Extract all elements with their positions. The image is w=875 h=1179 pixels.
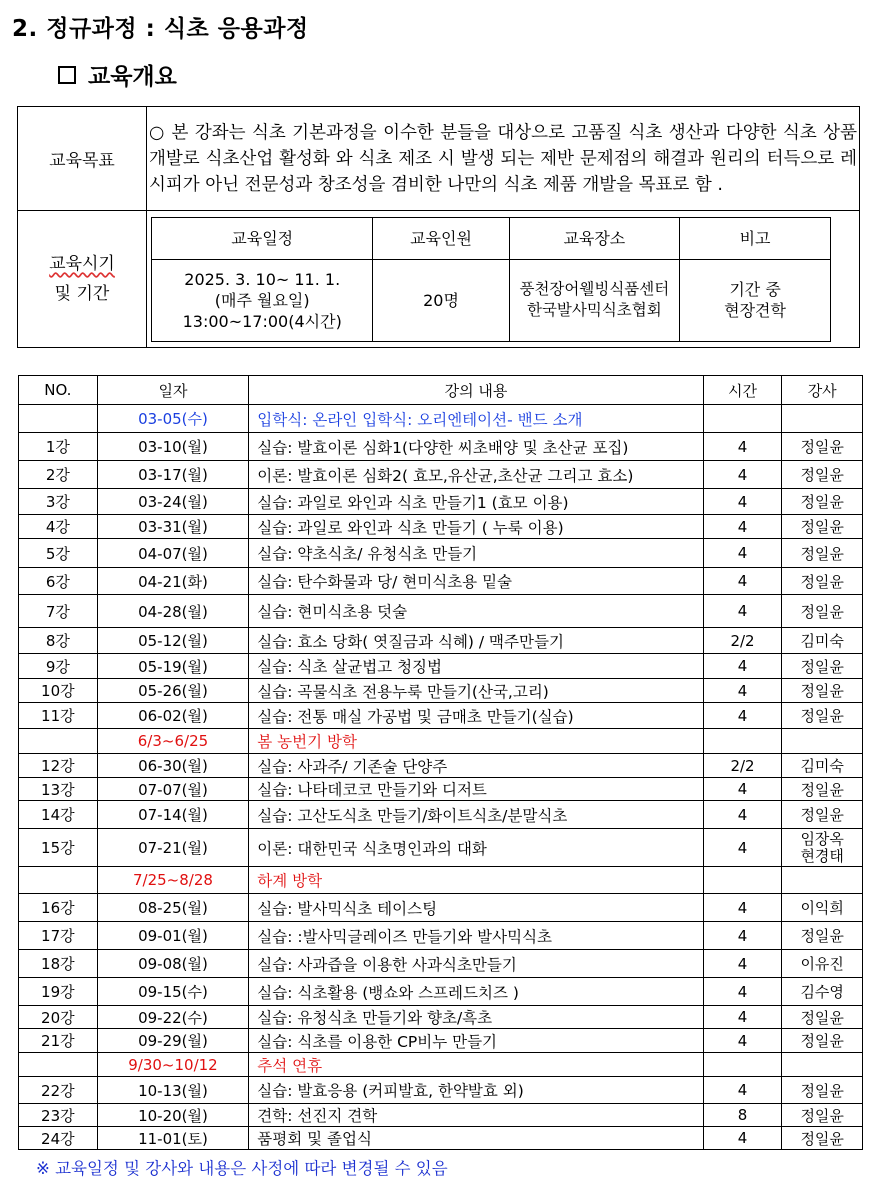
cell-lecturer xyxy=(782,1053,863,1077)
cell-lecturer: 정일윤 xyxy=(782,654,863,679)
table-row xyxy=(19,1104,863,1127)
table-row xyxy=(19,729,863,754)
subtitle-text: 교육개요 xyxy=(88,64,177,90)
cell-hours: 4 xyxy=(703,922,782,950)
cell-no: 4강 xyxy=(19,515,98,539)
table-row xyxy=(19,894,863,922)
cell-no: 6강 xyxy=(19,568,98,595)
cell-lecturer: 임장옥 현경태 xyxy=(782,829,863,867)
cell-no: 11강 xyxy=(19,703,98,729)
inner-schedule xyxy=(152,259,373,341)
cell-lecturer: 정일윤 xyxy=(782,1029,863,1053)
cell-hours: 4 xyxy=(703,703,782,729)
inner-header-note: 비고 xyxy=(680,217,831,259)
cell-lecturer xyxy=(782,867,863,894)
cell-content: 실습: :발사믹글레이즈 만들기와 발사믹식초 xyxy=(249,922,703,950)
table-row xyxy=(19,778,863,801)
cell-hours: 4 xyxy=(703,461,782,489)
period-label xyxy=(18,211,147,348)
cell-content: 실습: 약초식초/ 유청식초 만들기 xyxy=(249,539,703,568)
cell-no: 17강 xyxy=(19,922,98,950)
cell-date: 03-10(월) xyxy=(97,433,249,461)
period-label-line1: 교육시기 xyxy=(49,254,115,274)
inner-header-place: 교육장소 xyxy=(509,217,680,259)
cell-lecturer: 김수영 xyxy=(782,978,863,1006)
cell-lecturer: 정일윤 xyxy=(782,515,863,539)
inner-people: 20명 xyxy=(373,259,509,341)
cell-content: 이론: 발효이론 심화2( 효모,유산균,초산균 그리고 효소) xyxy=(249,461,703,489)
cell-hours: 4 xyxy=(703,801,782,829)
cell-content: 실습: 식초활용 (뱅쇼와 스프레드치즈 ) xyxy=(249,978,703,1006)
cell-hours xyxy=(703,405,782,433)
cell-lecturer: 정일윤 xyxy=(782,922,863,950)
cell-lecturer: 정일윤 xyxy=(782,778,863,801)
table-row xyxy=(19,405,863,433)
table-row xyxy=(19,489,863,515)
cell-lecturer xyxy=(782,729,863,754)
cell-hours: 4 xyxy=(703,1077,782,1104)
cell-content: 실습: 효소 당화( 엿질금과 식혜) / 맥주만들기 xyxy=(249,628,703,654)
section-title: 2. 정규과정 : 식초 응용과정 xyxy=(12,16,309,42)
cell-hours: 4 xyxy=(703,654,782,679)
cell-no xyxy=(19,729,98,754)
cell-date: 05-12(월) xyxy=(97,628,249,654)
schedule-table xyxy=(18,375,863,1150)
cell-lecturer: 정일윤 xyxy=(782,801,863,829)
cell-lecturer: 김미숙 xyxy=(782,754,863,778)
cell-date: 03-17(월) xyxy=(97,461,249,489)
cell-content: 추석 연휴 xyxy=(249,1053,703,1077)
cell-lecturer: 정일윤 xyxy=(782,1104,863,1127)
cell-content: 실습: 탄수화물과 당/ 현미식초용 밑술 xyxy=(249,568,703,595)
cell-hours: 4 xyxy=(703,894,782,922)
cell-date: 08-25(월) xyxy=(97,894,249,922)
table-row xyxy=(19,539,863,568)
cell-hours: 4 xyxy=(703,978,782,1006)
cell-date: 07-21(월) xyxy=(97,829,249,867)
cell-hours: 2/2 xyxy=(703,754,782,778)
cell-hours: 4 xyxy=(703,433,782,461)
table-row xyxy=(19,754,863,778)
note-line: 현장견학 xyxy=(724,301,786,320)
cell-content: 실습: 전통 매실 가공법 및 금매초 만들기(실습) xyxy=(249,703,703,729)
cell-no xyxy=(19,867,98,894)
header-lecturer: 강사 xyxy=(782,376,863,405)
overview-table xyxy=(17,106,860,348)
period-label-line2: 및 기간 xyxy=(54,284,110,304)
cell-no: 21강 xyxy=(19,1029,98,1053)
cell-hours: 4 xyxy=(703,950,782,978)
cell-no: 12강 xyxy=(19,754,98,778)
cell-lecturer: 정일윤 xyxy=(782,489,863,515)
table-row xyxy=(19,1077,863,1104)
note-line: 기간 중 xyxy=(729,280,781,299)
cell-date: 11-01(토) xyxy=(97,1127,249,1150)
cell-lecturer: 정일윤 xyxy=(782,595,863,628)
cell-no: 14강 xyxy=(19,801,98,829)
inner-note xyxy=(680,259,831,341)
cell-date: 07-14(월) xyxy=(97,801,249,829)
cell-date: 04-28(월) xyxy=(97,595,249,628)
cell-hours: 4 xyxy=(703,679,782,703)
cell-date: 03-31(월) xyxy=(97,515,249,539)
cell-date: 05-26(월) xyxy=(97,679,249,703)
cell-content: 실습: 사과주/ 기존술 단양주 xyxy=(249,754,703,778)
table-row xyxy=(19,595,863,628)
cell-no: 8강 xyxy=(19,628,98,654)
cell-no: 16강 xyxy=(19,894,98,922)
cell-content: 이론: 대한민국 식초명인과의 대화 xyxy=(249,829,703,867)
cell-date: 03-05(수) xyxy=(97,405,249,433)
cell-hours xyxy=(703,1053,782,1077)
checkbox-square-icon xyxy=(58,66,76,84)
cell-content: 실습: 과일로 와인과 식초 만들기 ( 누룩 이용) xyxy=(249,515,703,539)
cell-date: 10-13(월) xyxy=(97,1077,249,1104)
cell-content: 실습: 식초를 이용한 CP비누 만들기 xyxy=(249,1029,703,1053)
cell-content: 실습: 발효응용 (커피발효, 한약발효 외) xyxy=(249,1077,703,1104)
cell-content: 봄 농번기 방학 xyxy=(249,729,703,754)
schedule-body xyxy=(19,405,863,1150)
cell-date: 04-07(월) xyxy=(97,539,249,568)
inner-place xyxy=(509,259,680,341)
cell-no xyxy=(19,405,98,433)
cell-no: 23강 xyxy=(19,1104,98,1127)
table-row xyxy=(19,628,863,654)
cell-content: 견학: 선진지 견학 xyxy=(249,1104,703,1127)
cell-content: 하계 방학 xyxy=(249,867,703,894)
cell-lecturer: 정일윤 xyxy=(782,461,863,489)
cell-date: 6/3~6/25 xyxy=(97,729,249,754)
cell-content: 품평회 및 졸업식 xyxy=(249,1127,703,1150)
table-row xyxy=(19,1127,863,1150)
footnote: ※ 교육일정 및 강사와 내용은 사정에 따라 변경될 수 있음 xyxy=(36,1159,448,1178)
table-row xyxy=(19,433,863,461)
cell-lecturer: 정일윤 xyxy=(782,568,863,595)
cell-lecturer: 이익희 xyxy=(782,894,863,922)
table-row xyxy=(19,1029,863,1053)
table-row xyxy=(19,922,863,950)
cell-hours: 4 xyxy=(703,778,782,801)
cell-date: 06-02(월) xyxy=(97,703,249,729)
cell-date: 09-22(수) xyxy=(97,1006,249,1029)
cell-lecturer: 정일윤 xyxy=(782,1127,863,1150)
header-no: NO. xyxy=(19,376,98,405)
table-row xyxy=(19,679,863,703)
table-row xyxy=(19,515,863,539)
cell-content: 실습: 고산도식초 만들기/화이트식초/분말식초 xyxy=(249,801,703,829)
cell-date: 09-08(월) xyxy=(97,950,249,978)
table-row xyxy=(19,654,863,679)
cell-lecturer xyxy=(782,405,863,433)
table-row xyxy=(19,829,863,867)
cell-lecturer: 정일윤 xyxy=(782,679,863,703)
cell-lecturer: 정일윤 xyxy=(782,1077,863,1104)
cell-no: 20강 xyxy=(19,1006,98,1029)
cell-date: 7/25~8/28 xyxy=(97,867,249,894)
cell-content: 실습: 유청식초 만들기와 향초/흑초 xyxy=(249,1006,703,1029)
cell-hours: 4 xyxy=(703,595,782,628)
cell-no: 1강 xyxy=(19,433,98,461)
cell-no xyxy=(19,1053,98,1077)
cell-hours: 4 xyxy=(703,829,782,867)
cell-no: 19강 xyxy=(19,978,98,1006)
subtitle xyxy=(58,58,177,91)
cell-hours: 8 xyxy=(703,1104,782,1127)
cell-lecturer: 정일윤 xyxy=(782,1006,863,1029)
period-cell xyxy=(147,211,860,348)
table-row xyxy=(19,801,863,829)
header-hours: 시간 xyxy=(703,376,782,405)
table-row xyxy=(19,568,863,595)
cell-date: 09-29(월) xyxy=(97,1029,249,1053)
cell-lecturer: 정일윤 xyxy=(782,703,863,729)
cell-no: 7강 xyxy=(19,595,98,628)
inner-header-schedule: 교육일정 xyxy=(152,217,373,259)
place-line: 한국발사믹식초협회 xyxy=(526,301,662,319)
cell-date: 9/30~10/12 xyxy=(97,1053,249,1077)
goal-text: ○ 본 강좌는 식초 기본과정을 이수한 분들을 대상으로 고품질 식초 생산과 다양한 식초 상품 개발로 식초산업 활성화 와 식초 제조 시 발생 되는 제반 문제점의 해결과 원리의 터득으로 레시피가 아닌 전문성과 창조성을 겸비한 나만의 식초 제품 개발을 목표로 함 . xyxy=(147,107,860,211)
cell-no: 22강 xyxy=(19,1077,98,1104)
cell-date: 10-20(월) xyxy=(97,1104,249,1127)
table-row xyxy=(19,867,863,894)
inner-header-people: 교육인원 xyxy=(373,217,509,259)
cell-no: 5강 xyxy=(19,539,98,568)
cell-date: 09-01(월) xyxy=(97,922,249,950)
cell-hours: 2/2 xyxy=(703,628,782,654)
cell-content: 실습: 나타데코코 만들기와 디저트 xyxy=(249,778,703,801)
cell-no: 18강 xyxy=(19,950,98,978)
cell-content: 실습: 현미식초용 덧술 xyxy=(249,595,703,628)
cell-lecturer: 김미숙 xyxy=(782,628,863,654)
cell-date: 04-21(화) xyxy=(97,568,249,595)
cell-hours xyxy=(703,867,782,894)
table-row xyxy=(19,461,863,489)
cell-content: 실습: 발효이론 심화1(다양한 씨초배양 및 초산균 포집) xyxy=(249,433,703,461)
cell-lecturer: 정일윤 xyxy=(782,539,863,568)
cell-content: 입학식: 온라인 입학식: 오리엔테이션- 밴드 소개 xyxy=(249,405,703,433)
table-row xyxy=(19,703,863,729)
table-row xyxy=(19,1006,863,1029)
cell-date: 03-24(월) xyxy=(97,489,249,515)
goal-label: 교육목표 xyxy=(18,107,147,211)
cell-hours: 4 xyxy=(703,539,782,568)
place-line: 풍천장어웰빙식품센터 xyxy=(519,280,670,298)
cell-no: 3강 xyxy=(19,489,98,515)
cell-hours: 4 xyxy=(703,1006,782,1029)
cell-hours: 4 xyxy=(703,489,782,515)
table-row xyxy=(19,978,863,1006)
schedule-line: 13:00~17:00(4시간) xyxy=(182,311,342,331)
cell-date: 09-15(수) xyxy=(97,978,249,1006)
cell-content: 실습: 발사믹식초 테이스팅 xyxy=(249,894,703,922)
cell-date: 07-07(월) xyxy=(97,778,249,801)
cell-no: 13강 xyxy=(19,778,98,801)
cell-no: 10강 xyxy=(19,679,98,703)
cell-content: 실습: 과일로 와인과 식초 만들기1 (효모 이용) xyxy=(249,489,703,515)
cell-no: 2강 xyxy=(19,461,98,489)
cell-content: 실습: 곡물식초 전용누룩 만들기(산국,고리) xyxy=(249,679,703,703)
header-content: 강의 내용 xyxy=(249,376,703,405)
cell-no: 15강 xyxy=(19,829,98,867)
cell-lecturer: 이유진 xyxy=(782,950,863,978)
cell-hours: 4 xyxy=(703,568,782,595)
cell-content: 실습: 식초 살균법고 청징법 xyxy=(249,654,703,679)
cell-hours: 4 xyxy=(703,1029,782,1053)
table-row xyxy=(19,1053,863,1077)
schedule-line: (매주 월요일) xyxy=(214,290,310,310)
cell-hours xyxy=(703,729,782,754)
cell-no: 9강 xyxy=(19,654,98,679)
cell-hours: 4 xyxy=(703,515,782,539)
period-inner-table xyxy=(151,217,831,342)
cell-date: 06-30(월) xyxy=(97,754,249,778)
cell-content: 실습: 사과즙을 이용한 사과식초만들기 xyxy=(249,950,703,978)
cell-lecturer: 정일윤 xyxy=(782,433,863,461)
table-row xyxy=(19,950,863,978)
cell-hours: 4 xyxy=(703,1127,782,1150)
cell-date: 05-19(월) xyxy=(97,654,249,679)
cell-no: 24강 xyxy=(19,1127,98,1150)
schedule-line: 2025. 3. 10~ 11. 1. xyxy=(184,269,341,289)
header-date: 일자 xyxy=(97,376,249,405)
